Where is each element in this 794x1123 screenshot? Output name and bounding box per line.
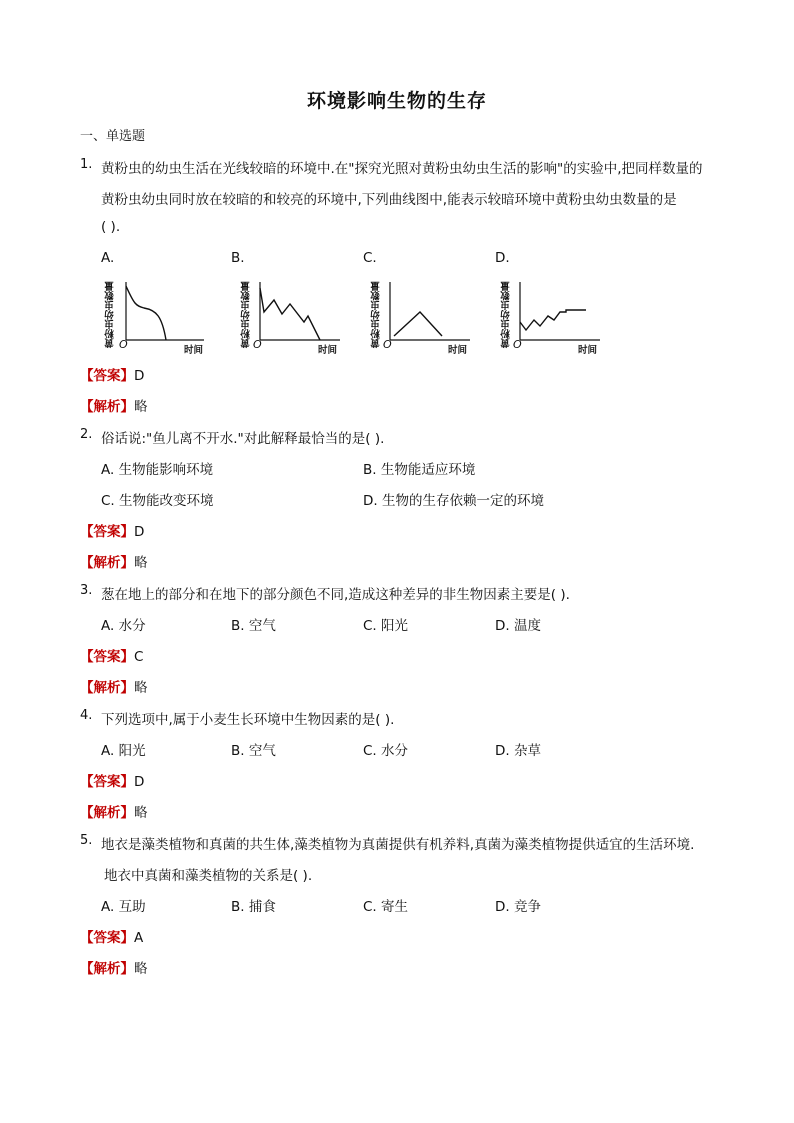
graph-x-axis-label: 时间 bbox=[578, 345, 598, 356]
answer-value: D bbox=[134, 368, 145, 384]
question-text-line: 地衣中真菌和藻类植物的关系是( ). bbox=[104, 868, 313, 884]
page-title: 环境影响生物的生存 bbox=[306, 90, 487, 112]
question-text-line: 葱在地上的部分和在地下的部分颜色不同,造成这种差异的非生物因素主要是( ). bbox=[101, 587, 570, 603]
graph-origin-label: O bbox=[513, 338, 522, 351]
option-c: C. 生物能改变环境 bbox=[101, 493, 214, 509]
analysis-value: 略 bbox=[134, 680, 148, 696]
option-d-label: D. bbox=[495, 250, 510, 266]
graph-x-axis-label: 时间 bbox=[184, 345, 204, 356]
analysis-label: 【解析】 bbox=[80, 680, 134, 696]
graph-origin-label: O bbox=[119, 338, 128, 351]
answer-label: 【答案】 bbox=[80, 930, 134, 946]
option-a: A. 水分 bbox=[101, 618, 146, 634]
option-d: D. 生物的生存依赖一定的环境 bbox=[363, 493, 544, 509]
analysis-label: 【解析】 bbox=[80, 805, 134, 821]
answer-line bbox=[80, 520, 144, 540]
analysis-value: 略 bbox=[134, 805, 148, 821]
analysis-value: 略 bbox=[134, 961, 148, 977]
question-text-line: 下列选项中,属于小麦生长环境中生物因素的是( ). bbox=[101, 712, 395, 728]
graph-a bbox=[104, 278, 214, 354]
analysis-line bbox=[80, 551, 148, 571]
question-number: 4. bbox=[80, 708, 93, 723]
graph-y-axis-label: 黄粉虫幼虫数量 bbox=[241, 281, 252, 348]
graph-b bbox=[240, 278, 350, 354]
graph-y-axis-label: 黄粉虫幼虫数量 bbox=[371, 281, 382, 348]
option-b-label: B. bbox=[231, 250, 245, 266]
graph-c bbox=[370, 278, 480, 354]
answer-value: C bbox=[134, 649, 144, 665]
graph-d bbox=[500, 278, 610, 354]
answer-line bbox=[80, 645, 143, 665]
analysis-value: 略 bbox=[134, 555, 148, 571]
option-a: A. 阳光 bbox=[101, 743, 146, 759]
answer-label: 【答案】 bbox=[80, 368, 134, 384]
option-b: B. 捕食 bbox=[231, 899, 276, 915]
option-b: B. 空气 bbox=[231, 743, 276, 759]
option-d: D. 杂草 bbox=[495, 743, 541, 759]
analysis-line bbox=[80, 395, 148, 415]
analysis-line bbox=[80, 676, 148, 696]
answer-label: 【答案】 bbox=[80, 774, 134, 790]
option-d: D. 竞争 bbox=[495, 899, 541, 915]
graph-x-axis-label: 时间 bbox=[448, 345, 468, 356]
option-a: A. 互助 bbox=[101, 899, 146, 915]
option-c-label: C. bbox=[363, 250, 377, 266]
option-b: B. 生物能适应环境 bbox=[363, 462, 476, 478]
graph-origin-label: O bbox=[253, 338, 262, 351]
option-d: D. 温度 bbox=[495, 618, 541, 634]
option-a-label: A. bbox=[101, 250, 115, 266]
answer-line bbox=[80, 770, 144, 790]
answer-line bbox=[80, 364, 144, 384]
analysis-label: 【解析】 bbox=[80, 399, 134, 415]
option-c: C. 阳光 bbox=[363, 618, 409, 634]
question-text-line: 地衣是藻类植物和真菌的共生体,藻类植物为真菌提供有机养料,真菌为藻类植物提供适宜的生活环境. bbox=[101, 837, 695, 853]
answer-label: 【答案】 bbox=[80, 649, 134, 665]
analysis-line bbox=[80, 957, 148, 977]
option-b: B. 空气 bbox=[231, 618, 276, 634]
question-number: 5. bbox=[80, 833, 93, 848]
answer-value: A bbox=[134, 930, 144, 946]
question-text-line: 黄粉虫的幼虫生活在光线较暗的环境中.在"探究光照对黄粉虫幼虫生活的影响"的实验中,把同样数量的 bbox=[101, 161, 703, 177]
question-text-line: ( ). bbox=[101, 219, 121, 235]
question-text-line: 黄粉虫幼虫同时放在较暗的和较亮的环境中,下列曲线图中,能表示较暗环境中黄粉虫幼虫数量的是 bbox=[101, 192, 677, 208]
question-number: 2. bbox=[80, 427, 93, 442]
answer-line bbox=[80, 926, 143, 946]
section-heading: 一、单选题 bbox=[80, 129, 146, 144]
graph-x-axis-label: 时间 bbox=[318, 345, 338, 356]
option-a: A. 生物能影响环境 bbox=[101, 462, 214, 478]
graph-origin-label: O bbox=[383, 338, 392, 351]
answer-value: D bbox=[134, 524, 145, 540]
answer-label: 【答案】 bbox=[80, 524, 134, 540]
graph-y-axis-label: 黄粉虫幼虫数量 bbox=[105, 281, 116, 348]
question-number: 3. bbox=[80, 583, 93, 598]
analysis-label: 【解析】 bbox=[80, 555, 134, 571]
analysis-value: 略 bbox=[134, 399, 148, 415]
analysis-label: 【解析】 bbox=[80, 961, 134, 977]
option-c: C. 寄生 bbox=[363, 899, 409, 915]
question-text-line: 俗话说:"鱼儿离不开水."对此解释最恰当的是( ). bbox=[101, 431, 385, 447]
analysis-line bbox=[80, 801, 148, 821]
answer-value: D bbox=[134, 774, 145, 790]
option-c: C. 水分 bbox=[363, 743, 409, 759]
question-number: 1. bbox=[80, 157, 93, 172]
graph-y-axis-label: 黄粉虫幼虫数量 bbox=[501, 281, 512, 348]
